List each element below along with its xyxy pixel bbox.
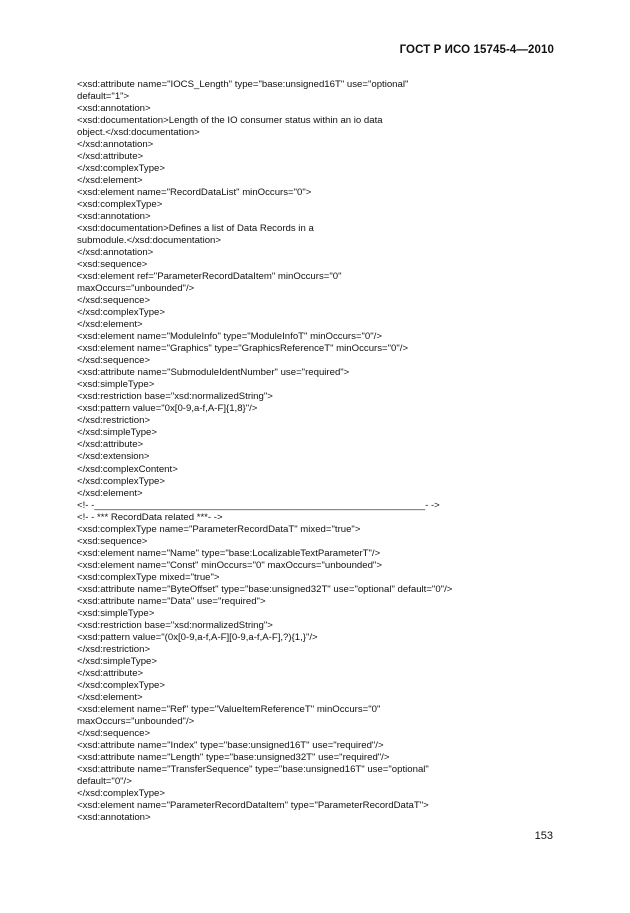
code-line: <xsd:pattern value="(0x[0-9,a-f,A-F][0-9,a-f,A-F],?){1,}"/> xyxy=(77,631,318,643)
code-line: <xsd:element name="ParameterRecordDataItem" type="ParameterRecordDataT"> xyxy=(77,799,429,811)
code-line: <xsd:element name="Graphics" type="GraphicsReferenceT" minOccurs="0"/> xyxy=(77,343,409,355)
code-line: </xsd:sequence> xyxy=(77,295,151,307)
code-line: </xsd:annotation> xyxy=(77,247,154,259)
code-line: <xsd:attribute name="Index" type="base:unsigned16T" use="required"/> xyxy=(77,739,384,751)
code-line: <!- -______________________________________________________________- -> xyxy=(77,499,440,511)
code-line: </xsd:complexContent> xyxy=(77,463,178,475)
code-line: </xsd:complexType> xyxy=(77,679,165,691)
code-line: <xsd:simpleType> xyxy=(77,607,155,619)
code-line: <xsd:attribute name="Length" type="base:unsigned32T" use="required"/> xyxy=(77,751,390,763)
code-line: </xsd:simpleType> xyxy=(77,427,157,439)
code-line: default="0"/> xyxy=(77,775,132,787)
code-line: <xsd:complexType mixed="true"> xyxy=(77,571,220,583)
code-line: </xsd:simpleType> xyxy=(77,655,157,667)
code-line: <xsd:element name="ModuleInfo" type="ModuleInfoT" minOccurs="0"/> xyxy=(77,331,382,343)
code-line: </xsd:complexType> xyxy=(77,475,165,487)
code-line: </xsd:complexType> xyxy=(77,307,165,319)
code-line: object.</xsd:documentation> xyxy=(77,127,200,139)
code-line: </xsd:element> xyxy=(77,487,143,499)
code-line: <xsd:attribute name="TransferSequence" type="base:unsigned16T" use="optional" xyxy=(77,763,429,775)
code-line: <xsd:element name="Ref" type="ValueItemReferenceT" minOccurs="0" xyxy=(77,703,381,715)
code-line: <xsd:attribute name="ByteOffset" type="base:unsigned32T" use="optional" default="0"/> xyxy=(77,583,453,595)
code-line: </xsd:attribute> xyxy=(77,667,144,679)
code-line: </xsd:complexType> xyxy=(77,163,165,175)
code-line: <xsd:annotation> xyxy=(77,211,151,223)
code-line: <xsd:complexType> xyxy=(77,199,163,211)
code-line: <xsd:complexType name="ParameterRecordDataT" mixed="true"> xyxy=(77,523,361,535)
code-line: <xsd:attribute name="SubmoduleIdentNumber" use="required"> xyxy=(77,367,350,379)
code-line: </xsd:sequence> xyxy=(77,355,151,367)
code-line: <xsd:element name="Name" type="base:LocalizableTextParameterT"/> xyxy=(77,547,381,559)
code-line: </xsd:element> xyxy=(77,319,143,331)
code-line: <!- - *** RecordData related ***- -> xyxy=(77,511,223,523)
code-line: <xsd:attribute name="IOCS_Length" type="base:unsigned16T" use="optional" xyxy=(77,79,409,90)
code-line: </xsd:restriction> xyxy=(77,643,151,655)
code-line: submodule.</xsd:documentation> xyxy=(77,235,221,247)
code-line: <xsd:annotation> xyxy=(77,103,151,115)
code-line: <xsd:element name="RecordDataList" minOccurs="0"> xyxy=(77,187,312,199)
code-line: </xsd:annotation> xyxy=(77,139,154,151)
code-line: <xsd:restriction base="xsd:normalizedString"> xyxy=(77,619,273,631)
code-line: </xsd:extension> xyxy=(77,451,150,463)
code-line: </xsd:restriction> xyxy=(77,415,151,427)
code-line: <xsd:pattern value="0x[0-9,a-f,A-F]{1,8}"/> xyxy=(77,403,258,415)
code-line: <xsd:documentation>Defines a list of Data Records in a xyxy=(77,223,314,235)
code-line: </xsd:complexType> xyxy=(77,787,165,799)
code-line: </xsd:element> xyxy=(77,175,143,187)
code-line: <xsd:simpleType> xyxy=(77,379,155,391)
document-header-id: ГОСТ Р ИСО 15745-4—2010 xyxy=(399,44,554,56)
code-line: <xsd:annotation> xyxy=(77,811,151,823)
code-line: <xsd:restriction base="xsd:normalizedString"> xyxy=(77,391,273,403)
code-line: <xsd:attribute name="Data" use="required"> xyxy=(77,595,266,607)
code-line: </xsd:element> xyxy=(77,691,143,703)
page-number: 153 xyxy=(534,830,553,842)
code-line: </xsd:attribute> xyxy=(77,439,144,451)
code-line: <xsd:element name="Const" minOccurs="0" maxOccurs="unbounded"> xyxy=(77,559,382,571)
code-line: <xsd:documentation>Length of the IO consumer status within an io data xyxy=(77,115,383,127)
code-line: default="1"> xyxy=(77,91,130,103)
code-line: <xsd:sequence> xyxy=(77,535,148,547)
code-line: maxOccurs="unbounded"/> xyxy=(77,283,195,295)
code-line: </xsd:sequence> xyxy=(77,727,151,739)
code-line: <xsd:sequence> xyxy=(77,259,148,271)
code-line: maxOccurs="unbounded"/> xyxy=(77,715,195,727)
code-line: </xsd:attribute> xyxy=(77,151,144,163)
code-line: <xsd:element ref="ParameterRecordDataItem" minOccurs="0" xyxy=(77,271,342,283)
xsd-code-listing xyxy=(77,79,557,824)
